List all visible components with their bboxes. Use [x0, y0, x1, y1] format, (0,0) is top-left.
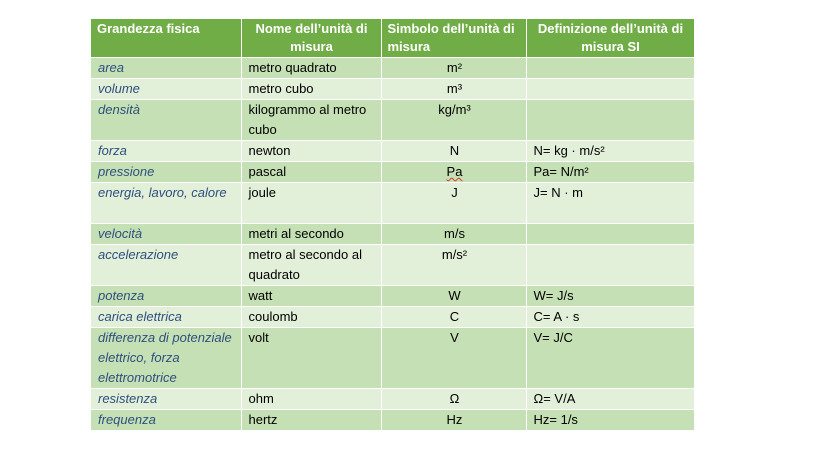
quantity-cell: frequenza [91, 410, 241, 431]
unit-name-cell: metro al secondo al quadrato [241, 245, 381, 286]
table-row [91, 100, 694, 141]
symbol-cell: m³ [381, 79, 526, 100]
unit-name-cell: pascal [241, 162, 381, 183]
symbol-cell: C [381, 307, 526, 328]
si-units-table [91, 19, 695, 430]
unit-name-cell: volt [241, 328, 381, 389]
quantity-cell: pressione [91, 162, 241, 183]
definition-cell: N= kg · m/s² [526, 141, 694, 162]
unit-name-cell: metro quadrato [241, 58, 381, 79]
unit-name-cell: watt [241, 286, 381, 307]
header-unit-symbol: Simbolo dell’unità di misura [381, 19, 526, 58]
definition-cell: Pa= N/m² [526, 162, 694, 183]
quantity-cell: volume [91, 79, 241, 100]
unit-name-cell: metri al secondo [241, 224, 381, 245]
unit-name-cell: hertz [241, 410, 381, 431]
unit-name-cell: coulomb [241, 307, 381, 328]
symbol-cell: J [381, 183, 526, 224]
quantity-cell: potenza [91, 286, 241, 307]
symbol-cell: Hz [381, 410, 526, 431]
definition-cell [526, 79, 694, 100]
symbol-cell: Ω [381, 389, 526, 410]
symbol-text: Pa [446, 164, 463, 179]
table-row [91, 141, 694, 162]
quantity-cell: energia, lavoro, calore [91, 183, 241, 224]
definition-cell [526, 245, 694, 286]
table-row [91, 307, 694, 328]
quantity-cell: velocità [91, 224, 241, 245]
table-row [91, 328, 694, 389]
table-row [91, 389, 694, 410]
definition-cell [526, 100, 694, 141]
quantity-cell: carica elettrica [91, 307, 241, 328]
quantity-cell: accelerazione [91, 245, 241, 286]
symbol-cell: m/s [381, 224, 526, 245]
definition-cell [526, 58, 694, 79]
definition-cell: Ω= V/A [526, 389, 694, 410]
symbol-cell: N [381, 141, 526, 162]
unit-name-cell: joule [241, 183, 381, 224]
symbol-cell [381, 162, 526, 183]
symbol-cell: W [381, 286, 526, 307]
definition-cell: W= J/s [526, 286, 694, 307]
table-row [91, 162, 694, 183]
header-si-definition: Definizione dell’unità di misura SI [526, 19, 694, 58]
header-quantity: Grandezza fisica [91, 19, 241, 58]
table-row [91, 245, 694, 286]
table-row [91, 410, 694, 431]
definition-cell: Hz= 1/s [526, 410, 694, 431]
definition-cell: J= N · m [526, 183, 694, 224]
table-row [91, 58, 694, 79]
table-row [91, 79, 694, 100]
unit-name-cell: kilogrammo al metro cubo [241, 100, 381, 141]
definition-cell: C= A · s [526, 307, 694, 328]
quantity-cell: differenza di potenziale elettrico, forza elettromotrice [91, 328, 241, 389]
quantity-cell: resistenza [91, 389, 241, 410]
table-row [91, 224, 694, 245]
unit-name-cell: metro cubo [241, 79, 381, 100]
table-row [91, 183, 694, 224]
symbol-cell: m/s² [381, 245, 526, 286]
header-unit-name: Nome dell’unità di misura [241, 19, 381, 58]
definition-cell: V= J/C [526, 328, 694, 389]
symbol-cell: m² [381, 58, 526, 79]
units-table-container [91, 19, 694, 430]
quantity-cell: densità [91, 100, 241, 141]
quantity-cell: forza [91, 141, 241, 162]
symbol-cell: kg/m³ [381, 100, 526, 141]
unit-name-cell: ohm [241, 389, 381, 410]
quantity-cell: area [91, 58, 241, 79]
table-header-row [91, 19, 694, 58]
symbol-cell: V [381, 328, 526, 389]
definition-cell [526, 224, 694, 245]
unit-name-cell: newton [241, 141, 381, 162]
table-row [91, 286, 694, 307]
